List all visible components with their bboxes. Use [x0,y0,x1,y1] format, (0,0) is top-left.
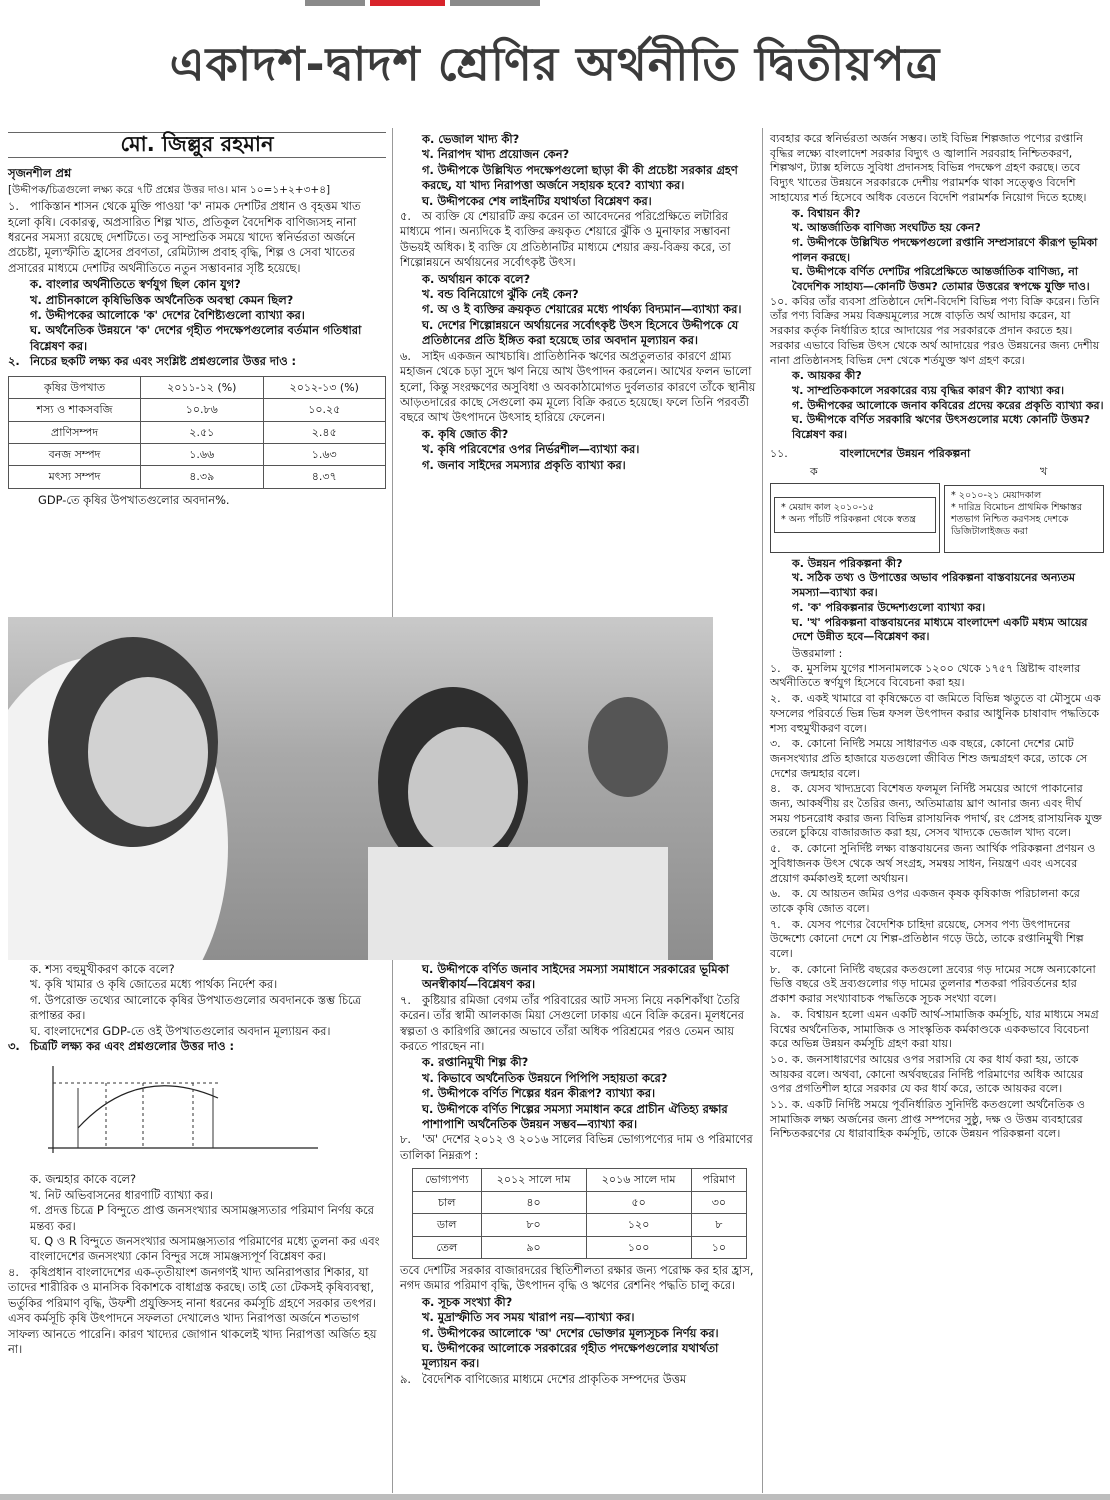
table-cell: ৫০ [586,1191,691,1213]
q8-after-text: তবে দেশটির সরকার বাজারদরের স্থিতিশীলতা রক্ষার জন্য পরোক্ষ কর হার হ্রাস, নগদ জমার পরিমাণ বৃদ্ধি, উৎপাদন বৃদ্ধি ও ঋণের রেশনিং পদ্ধতি চালু করে। [400,1262,754,1293]
q3-text: চিত্রটি লক্ষ্য কর এবং প্রশ্নগুলোর উত্তর দাও : [30,1039,235,1054]
q1-stem [8,199,386,276]
table-cell: ১.৬৩ [263,443,386,465]
table-cell: তেল [413,1236,482,1258]
sketch-curve [78,1086,218,1128]
q11-b: খ. সঠিক তথ্য ও উপাত্তের অভাব পরিকল্পনা বাস্তবায়নের অন্যতম সমস্যা—ব্যাখ্যা কর। [792,571,1075,600]
q5-a: ক. অর্থায়ন কাকে বলে? [422,271,531,286]
answer-number: ৫. [770,842,781,856]
q9-d: ঘ. উদ্দীপকে বর্ণিত দেশটির পরিপ্রেক্ষিতে আন্তর্জাতিক বাণিজ্য, না বৈদেশিক সাহায্য—কোনটি উত্তম? তোমার উত্তরের স্বপক্ষে যুক্তি দাও। [792,265,1090,294]
q11-c: গ. 'ক' পরিকল্পনার উদ্দেশ্যগুলো ব্যাখ্যা কর। [792,600,986,614]
q10-text: কবির তাঁর ব্যবসা প্রতিষ্ঠানে দেশি-বিদেশি বিভিন্ন পণ্য বিক্রি করেন। তিনি তাঁর পণ্য বিক্রির সময় বিক্রয়মূল্যের সঙ্গে বাড়তি অর্থ আদায় করেন, যা সরকার কর্তৃক নির্ধারিত হারে আদায়ের পর সরকারকে প্রদান করতে হয়। সরকার এভাবে বিভিন্ন উৎস থেকে অর্থ আদায়ের পরও উন্নয়নের জন্য দেশীয় নানা প্রতিষ্ঠানসহ বিভিন্ন দেশ থেকে শর্তযুক্ত ঋণ গ্রহণ করে। [770,294,1100,367]
q5-c: গ. অ ও ই ব্যক্তির ক্রয়কৃত শেয়ারের মধ্যে পার্থক্য বিদ্যমান—ব্যাখ্যা কর। [422,302,742,317]
answer-item [770,918,1104,962]
q8-d: ঘ. উদ্দীপকের আলোকে সরকারের গৃহীত পদক্ষেপগুলোর যথার্থতা মূল্যায়ন কর। [422,1340,719,1371]
q11-label-k: ক [810,464,818,478]
exam-photo [8,617,713,960]
q11-a: ক. উন্নয়ন পরিকল্পনা কী? [792,556,903,570]
answer-text: ক. যে আয়তন জমির ওপর একজন কৃষক কৃষিকাজ পরিচালনা করে তাকে কৃষি জোত বলে। [770,887,1080,915]
answer-item [770,692,1104,736]
q8-number: ৮. [400,1132,412,1147]
q11-box-kh [944,485,1104,553]
q5-d: ঘ. দেশের শিল্পোন্নয়নে অর্থায়নের সর্বোৎকৃষ্ট উৎস হিসেবে উদ্দীপকে যে প্রতিষ্ঠানের প্রতি ইঙ্গিত করা হয়েছে তার অবদান মূল্যায়ন কর। [422,317,739,348]
q3-sketch-svg [8,1058,328,1158]
q9-b: খ. আন্তর্জাতিক বাণিজ্য সংঘটিত হয় কেন? [792,221,981,235]
q11-d: ঘ. 'খ' পরিকল্পনা বাস্তবায়নের মাধ্যমে বাংলাদেশ একটি মধ্যম আয়ের দেশে উন্নীত হবে—বিশ্লেষণ কর। [792,615,1088,644]
q10-d: ঘ. উদ্দীপকে বর্ণিত সরকারি ঋণের উৎসগুলোর মধ্যে কোনটি উত্তম? বিশ্লেষণ কর। [792,413,1091,442]
top-red-strip [370,0,445,6]
answer-item [770,842,1104,886]
answer-text: ক. কোনো নির্দিষ্ট বছরের কতগুলো দ্রব্যের গড় দামের সঙ্গে অন্যকোনো ভিত্তি বছরে ওই দ্রব্যগুলোর গড় দামের তুলনার শতকরা পরিবর্তনের হার প্রকাশ করার সংখ্যাবাচক পদ্ধতিকে সূচক সংখ্যা বলে। [770,962,1096,1006]
table-cell: ১০.২৫ [263,399,386,421]
table-cell: ১২০ [586,1214,691,1236]
answer-number: ৪. [770,782,781,796]
page-headline: একাদশ-দ্বাদশ শ্রেণির অর্থনীতি দ্বিতীয়পত্র [169,37,941,91]
instructions: [উদ্দীপক/চিত্রগুলো লক্ষ্য করে ৭টি প্রশ্নের উত্তর দাও। মান ১০=১+২+৩+৪] [8,183,331,196]
answer-number: ২. [770,692,781,706]
answer-text: ক. যেসব খাদ্যদ্রব্যে বিশেষত ফলমূল নির্দিষ্ট সময়ের আগে পাকানোর জন্য, আকর্ষণীয় রং তৈরির জন্য, অতিমাত্রায় ঘ্রাণ আনার জন্য এবং দীর্ঘ সময় পচনরোধ করার জন্য বিভিন্ন রাসায়নিক পদার্থ, রং প্রেসহ রাসায়নিক যুক্ত তরলে চুকিয়ে বাজারজাত করা হয়, সেসব খাদ্যকে ভেজাল খাদ্য বলে। [770,782,1102,840]
answer-item [770,662,1104,691]
table-row [9,466,386,488]
q8-c: গ. উদ্দীপকের আলোকে 'অ' দেশের ভোক্তার মূল্যসূচক নির্ণয় কর। [422,1325,719,1340]
column-2 [400,132,756,473]
table-row [413,1191,747,1213]
q4-b: খ. নিরাপদ খাদ্য প্রয়োজন কেন? [422,147,570,162]
table-row [413,1214,747,1236]
photo-background-person [588,697,668,797]
table-cell: ৮ [691,1214,746,1236]
answer-text: ক. বিশ্বায়ন হলো এমন একটি আর্থ-সামাজিক কর্মসূচি, যার মাধ্যমে সমগ্র বিশ্বের অর্থনৈতিক, সামাজিক ও সাংস্কৃতিক কর্মকাণ্ডকে এককভাবে বিবেচনা করে অভিন্ন উন্নয়ন কর্মসূচি গ্রহণ করা যায়। [770,1007,1099,1051]
q9-stem-start [400,1372,756,1387]
q7-a: ক. রপ্তানিমুখী শিল্প কী? [422,1055,529,1070]
answer-number: ১. [770,661,781,675]
q11-box-k [774,497,936,533]
q5-number: ৫. [400,209,412,224]
q9-text-start: বৈদেশিক বাণিজ্যের মাধ্যমে দেশের প্রাকৃতিক সম্পদের উত্তম [422,1371,687,1386]
q9-a: ক. বিশ্বায়ন কী? [792,206,861,220]
table-cell: শস্য ও শাকসবজি [9,399,141,421]
q8-a: ক. সূচক সংখ্যা কী? [422,1294,513,1309]
section-title: সৃজনশীল প্রশ্ন [8,166,72,181]
table-cell: প্রাণিসম্পদ [9,421,141,443]
answer-text: ক. কোনো নির্দিষ্ট সময়ে সাধারণত এক বছরে, কোনো দেশের মোট জনসংখ্যার প্রতি হাজারে যতগুলো জীবিত শিশু জন্মগ্রহণ করে, তাকে সে দেশের জন্মহার বলে। [770,737,1088,780]
table-cell: বনজ সম্পদ [9,443,141,465]
table-cell: ২.৫১ [141,421,263,443]
table-row [9,399,386,421]
q5-stem [400,209,756,271]
q8-th-1: ভোগ্যপণ্য [413,1169,482,1191]
table-cell: ৪.৩৭ [263,466,386,488]
q5-b: খ. বন্ড বিনিয়োগে ঝুঁকি নেই কেন? [422,287,579,302]
q1-a: ক. বাংলার অর্থনীতিতে স্বর্ণযুগ ছিল কোন যুগ? [30,277,241,292]
table-cell: মৎস্য সম্পদ [9,466,141,488]
q8-th-2: ২০১২ সালে দাম [481,1169,586,1191]
q3-a: ক. জন্মহার কাকে বলে? [30,1172,137,1187]
table-cell: ১০ [691,1236,746,1258]
q4-number: ৪. [8,1264,20,1279]
q11-box-kh-line1: * ২০১০-২১ মেয়াদকাল [951,489,1042,501]
q3-d: ঘ. Q ও R বিন্দুতে জনসংখ্যার অসামঞ্জস্যতার পরিমাণের মধ্যে তুলনা কর এবং বাংলাদেশের জনসংখ্যা কোন বিন্দুর সঙ্গে সামঞ্জস্যপূর্ণ বিশ্লেষণ কর। [30,1234,380,1264]
q2-number: ২. [8,354,20,369]
q11-box-k-line1: * মেয়াদ কাল ২০১০-১৫ [781,501,875,513]
table-row [9,443,386,465]
answer-number: ১০. [770,1052,788,1066]
table-row [9,421,386,443]
answer-item [770,782,1104,841]
q10-number: ১০. [770,294,788,308]
q3-c: গ. প্রদত্ত চিত্রে P বিন্দুতে প্রাপ্ত জনসংখ্যার অসামঞ্জস্যতার পরিমাণ নির্ণয় করে মন্তব্য কর। [30,1203,374,1233]
q8-stem [400,1132,756,1163]
q8-th-4: পরিমাণ [691,1169,746,1191]
q8-table [412,1168,747,1259]
answers-list [770,662,1104,1143]
q3-b: খ. নিট অভিবাসনের ধারণাটি ব্যাখ্যা কর। [30,1187,213,1202]
q7-d: ঘ. উদ্দীপকে বর্ণিত শিল্পের সমস্যা সমাধান করে প্রাচীন ঐতিহ্য রক্ষার পাশাপাশি অর্থনৈতিক উন্নয়ন সম্ভব—ব্যাখ্যা কর। [422,1101,728,1132]
q7-b: খ. কিভাবে অর্থনৈতিক উন্নয়নে পিপিপি সহায়তা করে? [422,1070,668,1085]
q11-diagram [770,447,1104,557]
answer-number: ৮. [770,962,781,976]
q11-box-k-line2: * অন্য পাঁচটি পরিকল্পনা থেকে স্বতন্ত্র [781,513,916,525]
answer-text: ক. যেসব পণ্যের বৈদেশিক চাহিদা রয়েছে, সেসব পণ্য উৎপাদনের উদ্দেশ্যে কোনো দেশে যে শিল্প-প্রতিষ্ঠান গড়ে উঠে, তাকে রপ্তানিমুখী শিল্প বলে। [770,917,1084,961]
table-cell: ডাল [413,1214,482,1236]
q9-c: গ. উদ্দীপকে উল্লিখিত পদক্ষেপগুলো রপ্তানি সম্প্রসারণে কীরূপ ভূমিকা পালন করছে। [792,235,1098,264]
column-divider-2 [762,128,763,1493]
q1-number: ১. [8,199,20,214]
q8-th-3: ২০১৬ সালে দাম [586,1169,691,1191]
q2-caption: GDP-তে কৃষির উপখাতগুলোর অবদান%. [38,492,230,507]
q11-title: বাংলাদেশের উন্নয়ন পরিকল্পনা [840,446,971,460]
q6-number: ৬. [400,348,412,363]
answers-title: উত্তরমালা : [792,646,843,660]
photo-student-face [88,677,208,827]
table-cell: ৮০ [481,1214,586,1236]
table-cell: চাল [413,1191,482,1213]
table-cell: ১০০ [586,1236,691,1258]
q4-c: গ. উদ্দীপকে উল্লিখিত পদক্ষেপগুলো ছাড়া কী কী প্রচেষ্টা সরকার গ্রহণ করছে, যা খাদ্য নিরাপত্তা অর্জনে সহায়ক হবে? ব্যাখ্যা কর। [422,162,738,193]
q8-table-header [413,1169,747,1191]
column-3 [770,132,1104,1143]
q11-label-kh: খ [1040,464,1048,478]
q6-stem [400,349,756,426]
q7-text: কুষ্টিয়ার রমিজা বেগম তাঁর পরিবারের আট সদস্য নিয়ে নকশিকাঁথা তৈরি করেন। তাঁর স্বামী আলকাজ মিয়া সেগুলো ঢাকায় এনে বিক্রি করেন। মূলধনের স্বল্পতা ও কারিগরি জ্ঞানের অভাবে তাঁরা অধিক পরিশ্রমের পরও তেমন আয় করতে পারছেন না। [400,992,744,1054]
q4-stem [8,1265,386,1357]
answer-number: ১১. [770,1098,788,1112]
q2-c: গ. উপরোক্ত তথ্যের আলোকে কৃষির উপখাতগুলোর অবদানকে স্তম্ভ চিত্রে রূপান্তর কর। [30,992,361,1023]
answer-item [770,1098,1104,1142]
q2-a: ক. শস্য বহুমুখীকরণ কাকে বলে? [30,962,175,976]
q6-d: ঘ. উদ্দীপকে বর্ণিত জনাব সাইদের সমস্যা সমাধানে সরকারের ভূমিকা অনস্বীকার্য—বিশ্লেষণ কর। [422,962,729,992]
q1-d: ঘ. অর্থনৈতিক উন্নয়নে 'ক' দেশের গৃহীত পদক্ষেপগুলোর বর্তমান গতিধারা বিশ্লেষণ কর। [30,323,362,353]
answer-item [770,1053,1104,1097]
q10-b: খ. সাম্প্রতিককালে সরকারের ব্যয় বৃদ্ধির কারণ কী? ব্যাখ্যা কর। [792,383,1065,397]
top-gray-strip-2 [450,0,540,6]
q9-number: ৯. [400,1371,412,1386]
q9-stem-cont: ব্যবহার করে স্বনির্ভরতা অর্জন সম্ভব। তাই বিভিন্ন শিল্পজাত পণ্যের রপ্তানি বৃদ্ধির লক্ষ্যে বাংলাদেশ সরকার বিদ্যুৎ ও জ্বালানি সরবরাহ নিশ্চিতকরণ, শিল্পঋণ, ট্যাক্স হলিডে সুবিধা প্রদানসহ বিভিন্ন পদক্ষেপ গ্রহণ করছে। তবে বিদ্যুৎ খাতের উন্নয়নে সরকারকে দেশীয় পরামর্শক থাকা সত্ত্বেও বিদেশি সাহায্যের শর্ত হিসেবে অধিক বেতনে বিদেশি পরামর্শক নিয়োগ দিতে হচ্ছে। [770,132,1087,204]
q3-number: ৩. [8,1039,20,1054]
answer-text: ক. কোনো সুনির্দিষ্ট লক্ষ্য বাস্তবায়নের জন্য আর্থিক পরিকল্পনা প্রণয়ন ও সুবিধাজনক উৎস থেকে অর্থ সংগ্রহ, সমন্বয় সাধন, নিয়ন্ত্রণ এবং এসবের প্রয়োগ কর্মকাণ্ডই হলো অর্থায়ন। [770,842,1096,885]
table-cell: ৯০ [481,1236,586,1258]
q10-c: গ. উদ্দীপকের আলোকে জনাব কবিরের প্রদেয় করের প্রকৃতি ব্যাখ্যা কর। [792,398,1104,412]
column-1-lower [8,962,386,1358]
q7-number: ৭. [400,992,412,1007]
q1-c: গ. উদ্দীপকের আলোকে 'ক' দেশের বৈশিষ্ট্যগুলো ব্যাখ্যা কর। [30,308,305,323]
q2-text: নিচের ছকটি লক্ষ্য কর এবং সংশ্লিষ্ট প্রশ্নগুলোর উত্তর দাও : [30,354,297,369]
table-row [413,1236,747,1258]
q6-text: সাইদ একজন আখচাষি। প্রাতিষ্ঠানিক ঋণের অপ্রতুলতার কারণে গ্রাম্য মহাজন থেকে চড়া সুদে ঋণ নিয়ে আখ উৎপাদন করলেন। আখের ফলন ভালো হলো, কিন্তু সংরক্ষণের অসুবিধা ও অবকাঠামোগত দুর্বলতার কারণে তাঁকে স্থানীয় আড়তদারের কাছে সেগুলো কম মূল্যে বিক্রি করতে হয়েছে। ফলে তিনি পরবর্তী বছরে আখ উৎপাদনে উৎসাহ হারিয়ে ফেলেন। [400,348,756,425]
answer-text: ক. মুসলিম যুগের শাসনামলকে ১২০০ থেকে ১৭৫৭ খ্রিষ্টাব্দ বাংলার অর্থনীতিতে স্বর্ণযুগ হিসেবে বিবেচনা করা হয়। [770,661,1081,690]
column-2-lower [400,962,756,1388]
top-gray-strip [305,0,365,6]
answer-number: ৩. [770,737,781,751]
q2-th-2: ২০১১-১২ (%) [141,376,263,398]
q3-sketch-graph [8,1058,338,1168]
q7-c: গ. উদ্দীপকে বর্ণিত শিল্পের ধরন কীরূপ? ব্যাখ্যা কর। [422,1086,656,1101]
answer-number: ৬. [770,887,781,901]
answer-item [770,963,1104,1007]
q10-a: ক. আয়কর কী? [792,369,862,383]
table-cell: ১.৬৬ [141,443,263,465]
bottom-bar [0,1494,1110,1500]
q2-b: খ. কৃষি খামার ও কৃষি জোতের মধ্যে পার্থক্য নির্দেশ কর। [30,977,278,992]
answer-number: ৯. [770,1007,781,1021]
top-color-bar [0,0,1110,6]
q2-table [8,376,386,489]
q2-stem [8,354,386,369]
q8-b: খ. মুদ্রাস্ফীতি সব সময় খারাপ নয়—ব্যাখ্যা কর। [422,1310,635,1325]
q2-th-1: কৃষির উপখাত [9,376,141,398]
q2-d: ঘ. বাংলাদেশের GDP-তে ওই উপখাতগুলোর অবদান মূল্যায়ন কর। [30,1023,331,1038]
q4-d: ঘ. উদ্দীপকের শেষ লাইনটির যথার্থতা বিশ্লেষণ কর। [422,193,652,208]
q7-stem [400,993,756,1055]
q2-table-header [9,376,386,398]
answer-text: ক. একটি নির্দিষ্ট সময়ে পূর্বনির্ধারিত সুনির্দিষ্ট কতগুলো অর্থনৈতিক ও সামাজিক লক্ষ্য অর্জনের জন্য প্রাপ্ত সম্পদের সুষ্ঠু, দক্ষ ও উত্তম ব্যবহারের নিশ্চিতকরণের যে ধারাবাহিক কর্মসূচি, তাকে উন্নয়ন পরিকল্পনা বলে। [770,1098,1086,1141]
q4-a: ক. ভেজাল খাদ্য কী? [422,132,520,146]
table-cell: ৩০ [691,1191,746,1213]
q6-a: ক. কৃষি জোত কী? [422,426,509,441]
table-cell: ২.৪৫ [263,421,386,443]
table-cell: ১০.৮৬ [141,399,263,421]
q6-c: গ. জনাব সাইদের সমস্যার প্রকৃতি ব্যাখ্যা কর। [422,457,626,472]
author-name: মো. জিল্লুর রহমান [8,132,386,158]
photo-student2-face [408,727,518,857]
answer-text: ক. একই খামারে বা কৃষিক্ষেতে বা জমিতে বিভিন্ন ঋতুতে বা মৌসুমে এক ফসলের পরিবর্তে ভিন্ন ভিন্ন ফসল উৎপাদন করার আধুনিক চাষাবাদ পদ্ধতিকে শস্য বহুমুখীকরণ বলে। [770,692,1101,735]
answer-number: ৭. [770,917,781,931]
q6-b: খ. কৃষি পরিবেশের ওপর নির্ভরশীল—ব্যাখ্যা কর। [422,442,640,457]
answer-item [770,737,1104,781]
answer-item [770,887,1104,916]
q1-b: খ. প্রাচীনকালে কৃষিভিত্তিক অর্থনৈতিক অবস্থা কেমন ছিল? [30,292,294,307]
q8-text: 'অ' দেশের ২০১২ ও ২০১৬ সালের বিভিন্ন ভোগ্যপণ্যের দাম ও পরিমাণের তালিকা নিম্নরূপ : [400,1132,753,1162]
q4-text: কৃষিপ্রধান বাংলাদেশের এক-তৃতীয়াংশ জনগণই খাদ্য অনিরাপত্তার শিকার, যা তাদের শারীরিক ও মানসিক বিকাশকে বাধাগ্রস্ত করছে। তাই তো টেকসই কৃষিব্যবস্থা, ভর্তুকির পরিমাণ বৃদ্ধি, উফশী প্রযুক্তিসহ নানা ধরনের কর্মসূচি গ্রহণে সরকার তৎপর। এসব কর্মসূচি কৃষি উৎপাদনে সফলতা দেখালেও খাদ্য নিরাপত্তা অর্জনে শতভাগ সাফল্য আনতে পারেনি। কারণ খাদ্যের জোগান থাকলেই খাদ্য নিরাপত্তা অর্জিত হয় না। [8,1264,377,1356]
table-cell: ৪.৩৯ [141,466,263,488]
answer-item [770,1008,1104,1052]
q11-number: ১১. [770,446,788,460]
q3-stem [8,1039,386,1054]
q2-th-3: ২০১২-১৩ (%) [263,376,386,398]
q1-text: পাকিস্তান শাসন থেকে মুক্তি পাওয়া 'ক' নামক দেশটির প্রধান ও বৃহত্তম খাত হলো কৃষি। বেকারত্ব, অপ্রসারিত শিল্প খাত, প্রতিকূল বৈদেশিক বাণিজ্যসহ নানা ধরনের সমস্যা রয়েছে দেশটিতে। তবু সাম্প্রতিক সময়ে খাদ্যে স্বনির্ভরতা অর্জনে প্রচেষ্টা, মূল্যস্ফীতি হ্রাসের প্রবণতা, রেমিট্যান্স প্রবাহ বৃদ্ধি, শিল্প ও সেবা খাতের প্রসারের মাধ্যমে দেশটির অর্থনীতিতে নতুন সম্ভাবনার সৃষ্টি হয়েছে। [8,199,361,275]
photo-desk [368,847,668,960]
answer-text: ক. জনসাধারণের আয়ের ওপর সরাসরি যে কর ধার্য করা হয়, তাকে আয়কর বলে। অথবা, কোনো অর্থবছরের নির্দিষ্ট পরিমাণের অধিক আয়ের ওপর প্রগতিশীল হারে সরকার যে কর ধার্য করে, তাকে আয়কর বলে। [770,1052,1084,1096]
column-1 [8,132,386,508]
q10-stem [770,295,1104,369]
q11-box-kh-line2: * দারিদ্র বিমোচন প্রাথমিক শিক্ষাস্তর শতভাগ নিশ্চিত করণসহ দেশকে ডিজিটালাইজড করা [951,501,1082,537]
q5-text: অ ব্যক্তি যে শেয়ারটি ক্রয় করেন তা আবেদনের পরিপ্রেক্ষিতে লটারির মাধ্যমে পান। অন্যদিকে ই ব্যক্তির ক্রয়কৃত শেয়ারে ঝুঁকি ও মুনাফার সম্ভাবনা উভয়ই অধিক। ই ব্যক্তি যে প্রতিষ্ঠানটির মাধ্যমে শেয়ার ক্রয়-বিক্রয় করে, তা শিল্পোন্নয়নে অর্থায়নের সর্বোৎকৃষ্ট উৎস। [400,209,731,270]
table-cell: ৪০ [481,1191,586,1213]
